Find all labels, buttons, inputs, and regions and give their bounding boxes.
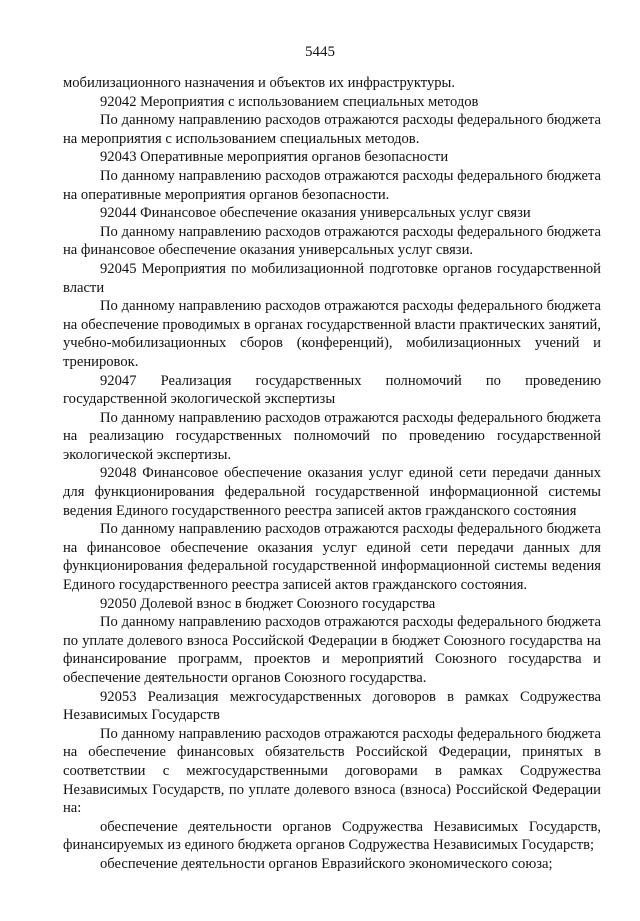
heading-92047: 92047 Реализация государственных полномочий по проведению государственной экологической экспертизы [63, 372, 601, 408]
heading-92048: 92048 Финансовое обеспечение оказания услуг единой сети передачи данных для функционирования федеральной государственной информационной системы ведения Единого государственного реестра записей актов гражданского состояния [63, 465, 601, 519]
list-item-eaeu-bodies: обеспечение деятельности органов Евразийского экономического союза; [100, 855, 553, 872]
paragraph-continuation: мобилизационного назначения и объектов их инфраструктуры. [63, 75, 455, 91]
document-body [63, 74, 601, 874]
paragraph-92048: По данному направлению расходов отражаются расходы федерального бюджета на финансовое обеспечение оказания услуг единой сети передачи данных для функционирования федеральной государственной информационной системы ведения Единого государственного реестра записей актов гражданского состояния. [63, 521, 601, 594]
heading-92043: 92043 Оперативные мероприятия органов безопасности [100, 149, 449, 166]
paragraph-92043: По данному направлению расходов отражаются расходы федерального бюджета на оперативные мероприятия органов безопасности. [63, 167, 601, 203]
page-number: 5445 [305, 44, 335, 60]
list-item-cis-bodies: обеспечение деятельности органов Содружества Независимых Государств, финансируемых из единого бюджета органов Содружества Независимых Государств; [63, 818, 601, 854]
heading-92044: 92044 Финансовое обеспечение оказания универсальных услуг связи [100, 205, 531, 222]
heading-92045: 92045 Мероприятия по мобилизационной подготовке органов государственной власти [63, 260, 601, 296]
paragraph-92053: По данному направлению расходов отражаются расходы федерального бюджета на обеспечение финансовых обязательств Российской Федерации, принятых в соответствии с межгосударственными договорами в рамках Содружества Независимых Государств, по уплате долевого взноса (взноса) Российской Федерации на: [63, 725, 601, 817]
paragraph-92042: По данному направлению расходов отражаются расходы федерального бюджета на мероприятия с использованием специальных методов. [63, 112, 601, 147]
heading-92050: 92050 Долевой взнос в бюджет Союзного государства [100, 595, 436, 612]
heading-92042: 92042 Мероприятия с использованием специальных методов [100, 93, 479, 110]
paragraph-92050: По данному направлению расходов отражаются расходы федерального бюджета по уплате долевого взноса Российской Федерации в бюджет Союзного государства на финансирование программ, проектов и мероприятий Союзного государства и обеспечение деятельности органов Союзного государства. [63, 614, 601, 686]
paragraph-92047: По данному направлению расходов отражаются расходы федерального бюджета на реализацию государственных полномочий по проведению государственной экологической экспертизы. [63, 409, 601, 463]
heading-92053: 92053 Реализация межгосударственных договоров в рамках Содружества Независимых Государств [63, 688, 601, 724]
paragraph-92044: По данному направлению расходов отражаются расходы федерального бюджета на финансовое обеспечение оказания универсальных услуг связи. [63, 223, 601, 259]
paragraph-92045: По данному направлению расходов отражаются расходы федерального бюджета на обеспечение проводимых в органах государственной власти практических занятий, учебно-мобилизационных сборов (конференций), мобилизационных учений и тренировок. [63, 298, 601, 370]
